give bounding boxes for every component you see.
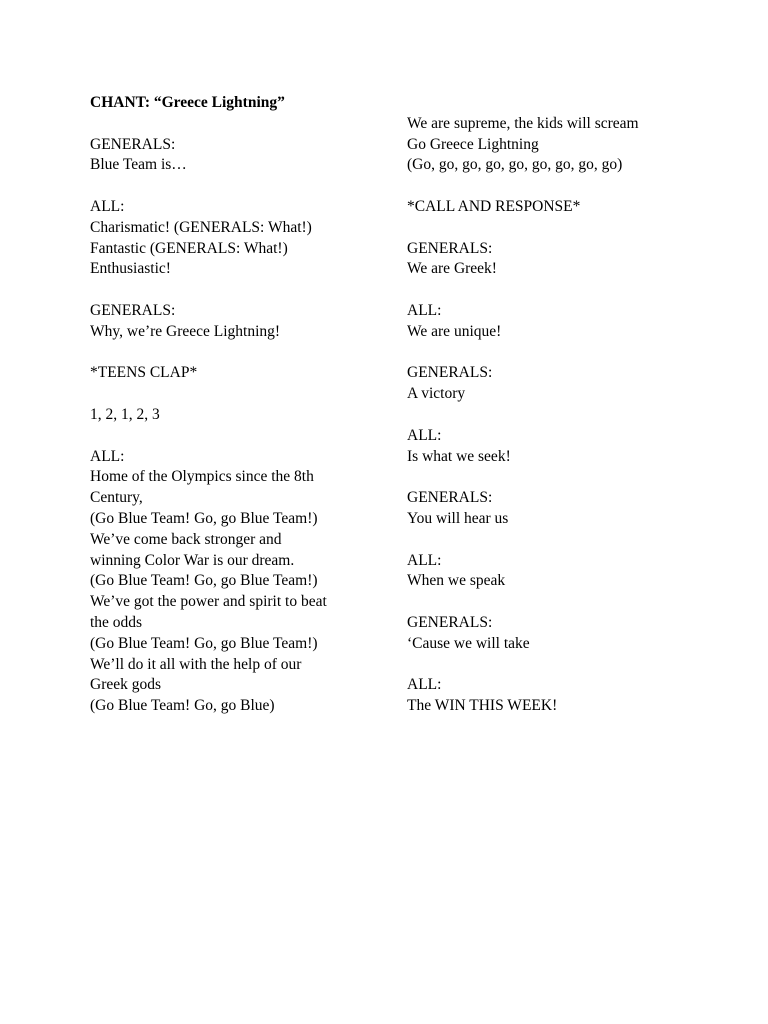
speaker-generals-label: GENERALS: <box>407 239 493 257</box>
text-line: (Go Blue Team! Go, go Blue Team!) <box>90 509 318 527</box>
speaker-all-label: ALL: <box>407 301 442 319</box>
text-line: Century, <box>90 489 143 507</box>
text-line: We’ve come back stronger and <box>90 530 282 548</box>
text-line: You will hear us <box>407 509 509 527</box>
blank-line <box>407 343 707 364</box>
text-line: (Go Blue Team! Go, go Blue Team!) <box>90 572 318 590</box>
text-line: We are Greek! <box>407 260 497 278</box>
text-line: We’ve got the power and spirit to beat <box>90 593 327 611</box>
blank-line <box>407 218 707 239</box>
text-line: Charismatic! (GENERALS: What!) <box>90 218 312 236</box>
stage-direction: *TEENS CLAP* <box>90 364 198 382</box>
speaker-all-label: ALL: <box>407 551 442 569</box>
blank-line <box>407 467 707 488</box>
text-line: Greek gods <box>90 676 162 694</box>
text-line: When we speak <box>407 572 506 590</box>
blank-line <box>90 343 380 364</box>
text-line: (Go Blue Team! Go, go Blue) <box>90 697 275 715</box>
text-line: Home of the Olympics since the 8th <box>90 468 314 486</box>
text-line: 1, 2, 1, 2, 3 <box>90 405 160 423</box>
text-line: We are unique! <box>407 322 502 340</box>
blank-line <box>90 176 380 197</box>
blank-line <box>407 93 707 114</box>
text-line: Why, we’re Greece Lightning! <box>90 322 281 340</box>
left-column <box>90 93 380 717</box>
blank-line <box>407 405 707 426</box>
blank-line <box>407 530 707 551</box>
text-line: winning Color War is our dream. <box>90 551 295 569</box>
text-line: Fantastic (GENERALS: What!) <box>90 239 288 257</box>
speaker-generals-label: GENERALS: <box>90 301 176 319</box>
speaker-generals-label: GENERALS: <box>407 364 493 382</box>
blank-line <box>90 426 380 447</box>
blank-line <box>407 592 707 613</box>
blank-line <box>90 114 380 135</box>
text-line: Go Greece Lightning <box>407 135 539 153</box>
text-line: Enthusiastic! <box>90 260 171 278</box>
speaker-generals-label: GENERALS: <box>407 489 493 507</box>
speaker-all-label: ALL: <box>90 447 125 465</box>
text-line: We are supreme, the kids will scream <box>407 114 639 132</box>
stage-direction: *CALL AND RESPONSE* <box>407 197 581 215</box>
blank-line <box>407 176 707 197</box>
text-line: ‘Cause we will take <box>407 634 530 652</box>
text-line: A victory <box>407 385 466 403</box>
text-line: The WIN THIS WEEK! <box>407 697 558 715</box>
speaker-all-label: ALL: <box>90 197 125 215</box>
speaker-all-label: ALL: <box>407 676 442 694</box>
text-line: (Go Blue Team! Go, go Blue Team!) <box>90 634 318 652</box>
blank-line <box>90 280 380 301</box>
text-line: the odds <box>90 613 143 631</box>
text-line: Is what we seek! <box>407 447 511 465</box>
blank-line <box>407 280 707 301</box>
text-line: (Go, go, go, go, go, go, go, go, go) <box>407 156 623 174</box>
right-column <box>407 93 707 717</box>
blank-line <box>90 384 380 405</box>
speaker-all-label: ALL: <box>407 426 442 444</box>
chant-title: CHANT: “Greece Lightning” <box>90 94 285 111</box>
text-line: Blue Team is… <box>90 156 187 174</box>
blank-line <box>407 655 707 676</box>
speaker-generals-label: GENERALS: <box>90 135 176 153</box>
speaker-generals-label: GENERALS: <box>407 613 493 631</box>
text-line: We’ll do it all with the help of our <box>90 655 302 673</box>
